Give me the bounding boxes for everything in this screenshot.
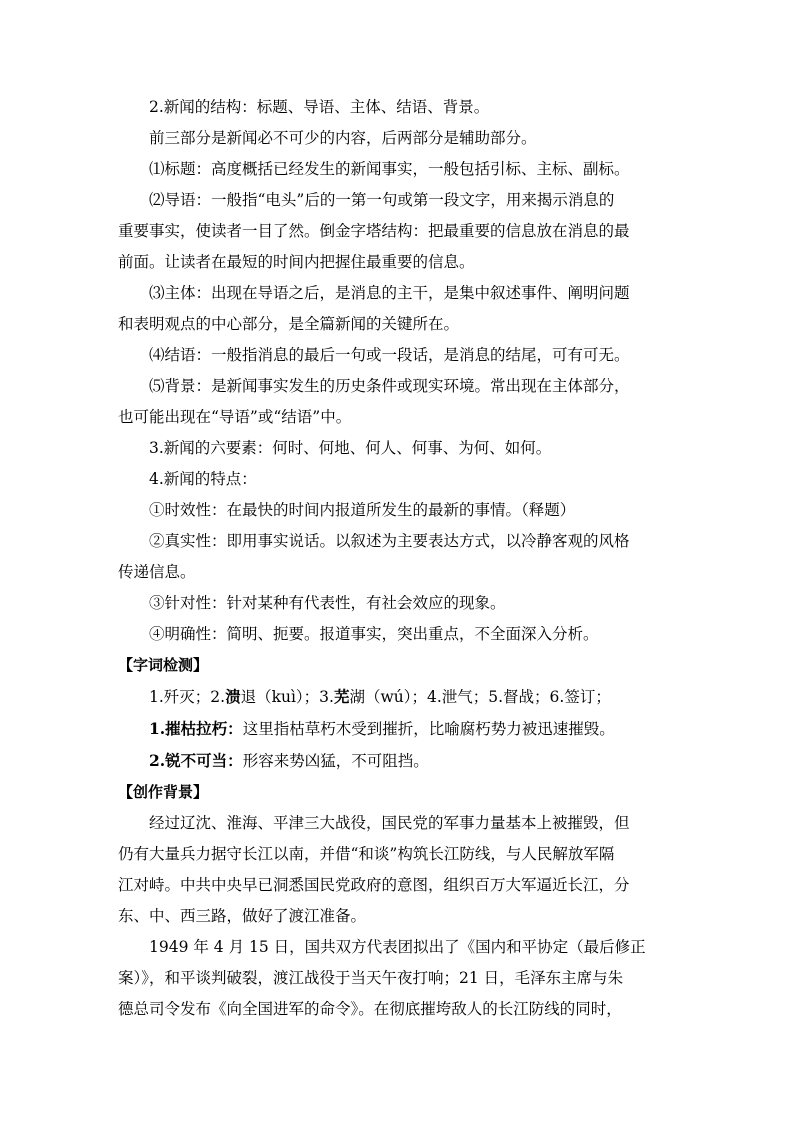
vocab-idiom bbox=[118, 745, 678, 777]
feature-timeliness: ①时效性：在最快的时间内报道所发生的最新的事情。（释题） bbox=[149, 501, 576, 519]
vocab-pronunciation bbox=[118, 681, 678, 713]
features-title: 4.新闻的特点： bbox=[149, 470, 257, 488]
vocab-idiom bbox=[118, 713, 678, 745]
structure-title-part: ⑴标题：高度概括已经发生的新闻事实，一般包括引标、主标、副标。 bbox=[149, 160, 630, 178]
structure-lead-line: 重要事实，使读者一目了然。倒金字塔结构：把最重要的信息放在消息的最 bbox=[118, 222, 630, 240]
background-paragraph-line: 德总司令发布《向全国进军的命令》。在彻底摧垮敌人的长江防线的同时， bbox=[118, 1000, 622, 1018]
background-paragraph-line: 经过辽沈、淮海、平津三大战役，国民党的军事力量基本上被摧毁，但 bbox=[149, 814, 630, 832]
idiom-term: 2.锐不可当： bbox=[149, 751, 243, 770]
background-paragraph-line: 江对峙。中共中央早已洞悉国民党政府的意图，组织百万大军逼近长江，分 bbox=[118, 876, 630, 894]
document-page bbox=[118, 92, 678, 1025]
six-elements: 3.新闻的六要素：何时、何地、何人、何事、为何、如何。 bbox=[149, 439, 552, 457]
feature-pertinence: ③针对性：针对某种有代表性，有社会效应的现象。 bbox=[149, 594, 506, 612]
structure-item: 2.新闻的结构：标题、导语、主体、结语、背景。 bbox=[149, 98, 490, 116]
structure-note: 前三部分是新闻必不可少的内容，后两部分是辅助部分。 bbox=[149, 129, 537, 147]
feature-truthfulness-line: ②真实性：即用事实说话。以叙述为主要表达方式，以冷静客观的风格 bbox=[149, 532, 630, 550]
background-paragraph-line: 案）》，和平谈判破裂，渡江战役于当天午夜打响；21 日，毛泽东主席与朱 bbox=[118, 969, 624, 987]
vocab-heading: 【字词检测】 bbox=[118, 656, 209, 674]
structure-background-line: 也可能出现在“导语”或“结语”中。 bbox=[118, 408, 352, 426]
idiom-definition: 这里指枯草朽木受到摧折，比喻腐朽势力被迅速摧毁。 bbox=[242, 720, 615, 738]
vocab-text: 1.歼灭；2. bbox=[149, 688, 226, 706]
idiom-definition: 形容来势凶猛，不可阻挡。 bbox=[242, 752, 429, 770]
structure-body-line: ⑶主体：出现在导语之后，是消息的主干，是集中叙述事件、阐明问题 bbox=[149, 284, 630, 302]
background-paragraph-line: 东、中、西三路，做好了渡江准备。 bbox=[118, 907, 367, 925]
structure-lead-line: 前面。让读者在最短的时间内把握住最重要的信息。 bbox=[118, 253, 475, 271]
idiom-term: 1.摧枯拉朽： bbox=[149, 719, 243, 738]
vocab-bold-char: 溃 bbox=[225, 687, 241, 706]
feature-clarity: ④明确性：简明、扼要。报道事实，突出重点，不全面深入分析。 bbox=[149, 625, 599, 643]
vocab-text: 退（kuì）；3. bbox=[240, 688, 334, 706]
feature-truthfulness-line: 传递信息。 bbox=[118, 563, 196, 581]
background-heading: 【创作背景】 bbox=[118, 783, 209, 801]
background-paragraph-line: 仍有大量兵力据守长江以南，并借“和谈”构筑长江防线，与人民解放军隔 bbox=[118, 845, 615, 863]
vocab-text: 湖（wú）；4.泄气；5.督战；6.签订； bbox=[349, 688, 611, 706]
vocab-bold-char: 芜 bbox=[333, 687, 350, 706]
background-paragraph-line: 1949 年 4 月 15 日，国共双方代表团拟出了《国内和平协定（最后修正 bbox=[149, 938, 646, 956]
structure-lead-line: ⑵导语：一般指“电头”后的一第一句或第一段文字，用来揭示消息的 bbox=[149, 191, 615, 209]
structure-body-line: 和表明观点的中心部分，是全篇新闻的关键所在。 bbox=[118, 315, 460, 333]
structure-background-line: ⑸背景：是新闻事实发生的历史条件或现实环境。常出现在主体部分， bbox=[149, 377, 630, 395]
structure-ending: ⑷结语：一般指消息的最后一句或一段话，是消息的结尾，可有可无。 bbox=[149, 346, 630, 364]
